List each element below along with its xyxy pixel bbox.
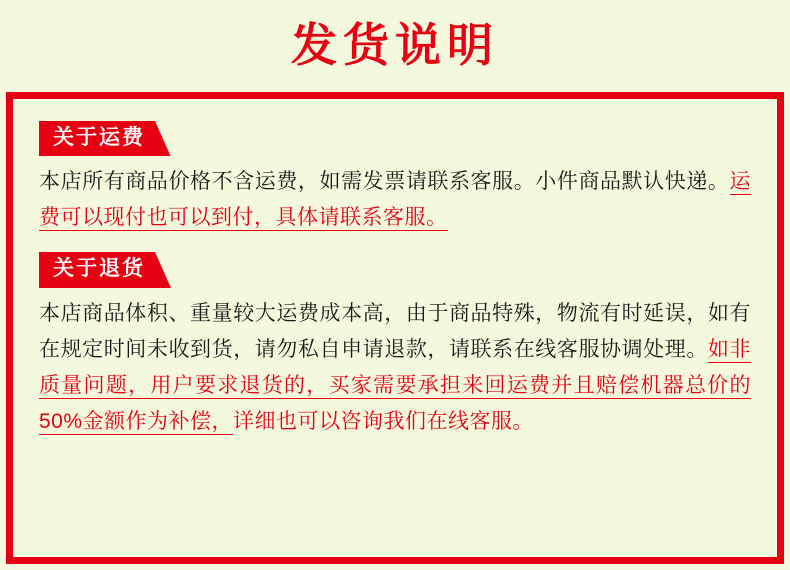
content-frame (6, 92, 784, 564)
section-shipping-fee-tag-wrap (39, 121, 751, 156)
section-return-policy (39, 252, 751, 440)
page-title: 发货说明 (291, 19, 499, 71)
text-part-highlight: 运费可以现付也可以到付，具体请联系客服。 (39, 170, 751, 230)
text-part-highlight: 如非质量问题，用户要求退货的，买家需要承担来回运费并且赔偿机器总价的50%金额作为补偿， (39, 337, 751, 433)
section-return-policy-text (39, 296, 751, 440)
section-return-policy-tag: 关于退货 (39, 252, 171, 287)
text-part-tail: 详细也可以咨询我们在线客服。 (233, 409, 535, 433)
section-shipping-fee (39, 121, 751, 236)
section-return-policy-tag-wrap (39, 252, 751, 287)
text-part-normal: 本店商品体积、重量较大运费成本高，由于商品特殊，物流有时延误，如有在规定时间未收到货，请勿私自申请退款，请联系在线客服协调处理。 (39, 301, 751, 361)
text-part-normal: 本店所有商品价格不含运费，如需发票请联系客服。小件商品默认快递。 (39, 170, 730, 194)
section-shipping-fee-text (39, 164, 751, 236)
section-shipping-fee-tag: 关于运费 (39, 121, 171, 156)
